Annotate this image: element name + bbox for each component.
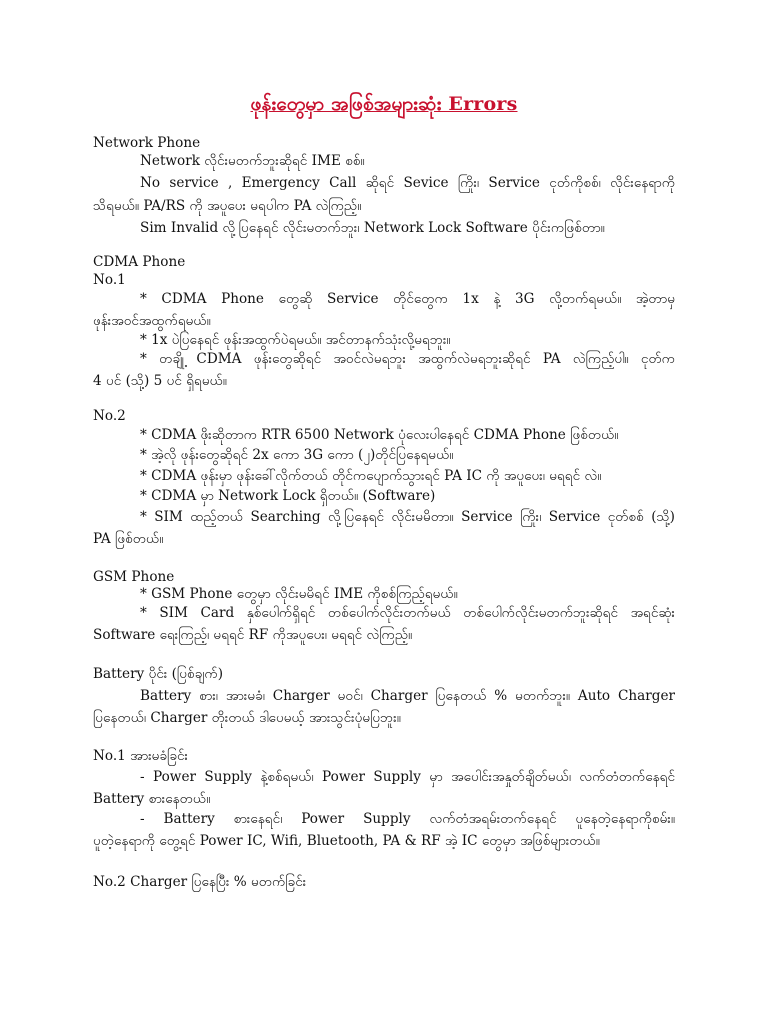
paragraph-line: * SIM ထည့်တယ် Searching လို့ပြနေရင် လိုင်းမမိတာ။ Service ကြိုး၊ Service ငုတ်စစ် (သို့)	[140, 509, 675, 525]
paragraph-line: No service , Emergency Call ဆိုရင် Sevice ကြိုး၊ Service ငုတ်ကိုစစ်၊ လိုင်းနေရာကို	[140, 175, 675, 191]
paragraph-line: * CDMA ဖုန်းမှာ ဖုန်းခေါ်လိုက်တယ် တိုင်ကပျောက်သွားရင် PA IC ကို အပူပေး၊ မရရင် လဲ။	[140, 468, 602, 484]
paragraph-line: Network လိုင်းမတက်ဘူးဆိုရင် IME စစ်။	[140, 153, 365, 169]
paragraph-line: Battery စားနေတယ်။	[93, 791, 211, 807]
section-heading-gsm: GSM Phone	[93, 569, 175, 585]
paragraph-line: Battery စား၊ အားမခံ၊ Charger မဝင်၊ Charger ပြနေတယ် % မတက်ဘူး။ Auto Charger	[140, 688, 675, 704]
paragraph-line: * CDMA ဖိုးဆိုတာက RTR 6500 Network ပုံလေးပါနေရင် CDMA Phone ဖြစ်တယ်။	[140, 427, 619, 443]
paragraph-line: * CDMA Phone တွေဆို Service တိုင်တွေက 1x နဲ့ 3G လို့တက်ရမယ်။ အဲ့တာမှ	[140, 291, 675, 307]
paragraph-line: * GSM Phone တွေမှာ လိုင်းမမိရင် IME ကိုစစ်ကြည့်ရမယ်။	[140, 586, 458, 602]
paragraph-line: * CDMA မှာ Network Lock ရှိတယ်။ (Software)	[140, 488, 436, 504]
paragraph-line: - Power Supply နဲ့စစ်ရမယ်၊ Power Supply မှာ အပေါင်းအနှုတ်ချိတ်မယ်၊ လက်တံတက်နေရင်	[140, 769, 675, 785]
section-heading-battery: Battery ပိုင်း (ပြစ်ချက်)	[93, 666, 224, 682]
page-title: ဖုန်းတွေမှာ အဖြစ်အများဆုံး Errors	[250, 93, 518, 115]
paragraph-line: * 1x ပဲပြနေရင် ဖုန်းအထွက်ပဲရမယ်။ အင်တာနက်သုံးလို့မရဘူး။	[140, 332, 451, 348]
paragraph-line: * တချို့ CDMA ဖုန်းတွေဆိုရင် အဝင်လဲမရဘူး အထွက်လဲမရဘူးဆိုရင် PA လဲကြည့်ပါ။ ငုတ်က	[140, 351, 675, 367]
paragraph-line: Sim Invalid လို့ပြနေရင် လိုင်းမတက်ဘူး၊ Network Lock Software ပိုင်းကဖြစ်တာ။	[140, 220, 605, 236]
section-heading-cdma: CDMA Phone	[93, 254, 186, 270]
paragraph-line: ပူတဲ့နေရာကို တွေ့ရင် Power IC, Wifi, Bluetooth, PA & RF အဲ့ IC တွေမှာ အဖြစ်များတယ်။	[93, 833, 600, 849]
paragraph-line: ဖုန်းအဝင်အထွက်ရမယ်။	[93, 313, 211, 329]
paragraph-line: ပြနေတယ်၊ Charger တိုးတယ် ဒါပေမယ့် အားသွင်းပုံမပြဘူး။	[93, 710, 401, 726]
subheading-no1-battery: No.1 အားမခံခြင်း	[93, 748, 188, 764]
section-heading-network: Network Phone	[93, 135, 201, 151]
paragraph-line: Software ရေးကြည့်၊ မရရင် RF ကိုအပူပေး၊ မရရင် လဲကြည့်။	[93, 627, 413, 643]
subheading-no2-battery: No.2 Charger ပြနေပြီး % မတက်ခြင်း	[93, 874, 307, 890]
paragraph-line: သိရမယ်။ PA/RS ကို အပူပေး မရပါက PA လဲကြည့်။	[93, 198, 362, 214]
subheading-no2: No.2	[93, 408, 126, 424]
paragraph-line: * အဲ့လို ဖုန်းတွေဆိုရင် 2x ကော 3G ကော (၂)တိုင်ပြနေရမယ်။	[140, 447, 454, 463]
subheading-no1: No.1	[93, 272, 126, 288]
paragraph-line: - Battery စားနေရင်၊ Power Supply လက်တံအရမ်းတက်နေရင် ပူနေတဲ့နေရာကိုစမ်း။	[140, 811, 675, 827]
paragraph-line: PA ဖြစ်တယ်။	[93, 531, 164, 547]
paragraph-line: * SIM Card နှစ်ပေါက်ရှိရင် တစ်ပေါက်လိုင်းတက်မယ် တစ်ပေါက်လိုင်းမတက်ဘူးဆိုရင် အရင်ဆုံး	[140, 605, 675, 621]
paragraph-line: 4 ပင် (သို့) 5 ပင် ရှိရမယ်။	[93, 373, 227, 389]
